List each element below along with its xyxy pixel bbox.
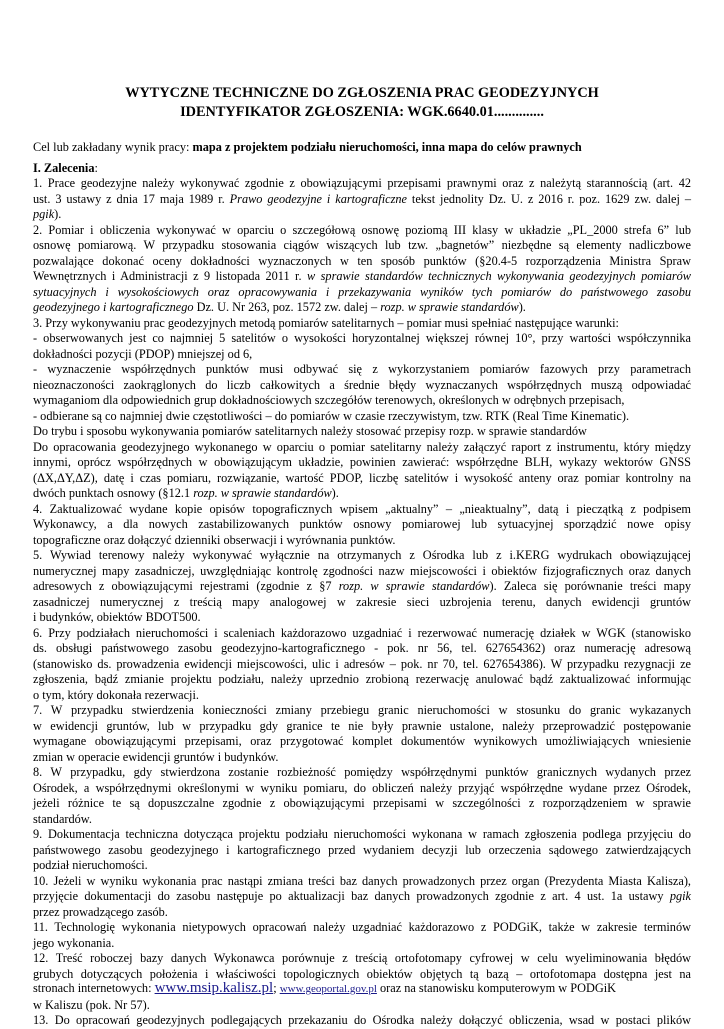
text-line: państwowego zasobu geodezyjnego i kartograficznego przed wydaniem decyzji lub orzeczenia sądowego zatwierdzających [33, 843, 691, 857]
work-goal-value: mapa z projektem podziału nieruchomości, inna mapa do celów prawnych [192, 140, 582, 154]
text-line: ds. obsługi państwowego zasobu geodezyjno-kartograficznego - pok. nr 56, tel. 627654362) oraz numerację adresową [33, 641, 691, 655]
text-line: geodezyjnego i kartograficznego Dz. U. Nr 263, poz. 1572 zw. dalej – rozp. w sprawie standardów). [33, 300, 526, 314]
section-heading [33, 161, 691, 177]
text-line: osnowę pomiarową. W przypadku stosowania ciągów wiszących lub tzw. „bagnetów” niezbędne są elementy nadliczbowe [33, 238, 691, 252]
section-heading-text: I. Zalecenia [33, 161, 95, 175]
text-line: 11. Technologię wykonania nietypowych opracowań należy uzgadniać każdorazowo z PODGiK, także w zakresie terminów [33, 920, 691, 934]
text-line: ust. 3 ustawy z dnia 17 maja 1989 r. Prawo geodezyjne i kartograficzne tekst jednolity Dz. U. z 2016 r. poz. 1629 zw. dalej – [33, 192, 691, 206]
text-line: 4. Zaktualizować wydane kopie opisów topograficznych wpisem „aktualny” – „nieaktualny”, datą i pieczątką z podpisem [33, 502, 691, 516]
text-line: Wewnętrznych i Administracji z 9 listopada 2011 r. w sprawie standardów technicznych wykonywania geodezyjnych pomiarów [33, 269, 691, 283]
text-line: 9. Dokumentacja techniczna dotycząca projektu podziału nieruchomości wykonana w ramach zgłoszenia podlega przyjęciu do [33, 827, 691, 841]
text-line: 12. Treść roboczej bazy danych Wykonawca porównuje z treścią ortofotomapy cyfrowej w celu wyeliminowania błędów [33, 951, 691, 965]
text-line: przez prowadzącego zasób. [33, 905, 168, 919]
text-line: 6. Przy podziałach nieruchomości i scaleniach każdorazowo uzgadniać i rezerwować numerację działek w WGK (stanowisko [33, 626, 691, 640]
text-line: stronach internetowych: www.msip.kalisz.pl; www.geoportal.gov.pl oraz na stanowisku komputerowym w PODGiK [33, 980, 617, 996]
work-goal [33, 140, 691, 156]
text-line: dwóch punktach osnowy (§12.1 rozp. w sprawie standardów). [33, 486, 339, 500]
text-line: 3. Przy wykonywaniu prac geodezyjnych metodą pomiarów satelitarnych – pomiar musi spełniać następujące warunki: [33, 316, 619, 330]
text-line: dokładności pozycji (PDOP) mniejszej od 6, [33, 347, 253, 361]
text-line: 10. Jeżeli w wyniku wykonania prac nastąpi zmiana treści baz danych prowadzonych przez organ (Prezydenta Miasta Kalisza), [33, 874, 691, 888]
text-line: - wyznaczenie współrzędnych punktów musi odbywać się z wykorzystaniem pomiarów fazowych przy parametrach [33, 362, 691, 376]
text-line: grubych dotyczących położenia i właściwości topologicznych obiektów objętych tą bazą – ortofotomapa dostępna jest na [33, 967, 691, 981]
text-line: - obserwowanych jest co najmniej 5 satelitów o wysokości horyzontalnej większej równej 10°, przy wartości współczynnika [33, 331, 691, 345]
geoportal-link[interactable]: www.geoportal.gov.pl [279, 983, 377, 995]
text-line: topograficzne oraz dołączyć dzienniki obserwacji i wyrównania punktów. [33, 533, 396, 547]
text-line: zmian w operacie ewidencji gruntów i budynków. [33, 750, 279, 764]
text-line: w Kaliszu (pok. Nr 57). [33, 998, 150, 1012]
text-line: zasadniczej numerycznej z treścią mapy analogowej w zakresie sieci uzbrojenia terenu, danych ewidencji gruntów [33, 595, 691, 609]
text-line: Wykonawcy, a dla nowych zastabilizowanych punktów osnowy pomiarowej lub sytuacyjnej sporządzić nowe opisy [33, 517, 691, 531]
document-title-line-1: WYTYCZNE TECHNICZNE DO ZGŁOSZENIA PRAC GEODEZYJNYCH [125, 85, 599, 101]
text-line: sytuacyjnych i wysokościowych oraz opracowywania i przekazywania wyników tych pomiarów do państwowego zasobu [33, 285, 691, 299]
text-line: 8. W przypadku, gdy stwierdzona zostanie rozbieżność pomiędzy współrzędnymi punktów granicznych wydanych przez [33, 765, 691, 779]
text-line: 5. Wywiad terenowy należy wykonywać wyłącznie na otrzymanych z Ośrodka lub z i.KERG wydrukach obowiązującej [33, 548, 691, 562]
text-line: przyjęcie dokumentacji do zasobu następuje po aktualizacji baz danych prowadzonych zgodnie z art. 4 ust. 1a ustawy pgik [33, 889, 691, 903]
text-line: (stanowisko ds. prowadzenia ewidencji miejscowości, ulic i adresów – pok. nr 70, tel. 627654386). W przypadku rezygnacji ze [33, 657, 691, 671]
work-goal-label: Cel lub zakładany wynik pracy: [33, 140, 193, 154]
text-line: 1. Prace geodezyjne należy wykonywać zgodnie z obowiązującymi przepisami prawnymi oraz z należytą starannością (art. 42 [33, 176, 691, 190]
text-line: 13. Do opracowań geodezyjnych podlegających przekazaniu do Ośrodka należy dołączyć obliczenia, wsad w postaci plików [33, 1013, 691, 1027]
text-line: pozwalające dokonać oceny dokładności wyznaczonych w ten sposób punktów (§20.4-5 rozporządzenia Ministra Spraw [33, 254, 691, 268]
text-line: w ewidencji gruntów, lub w przypadku gdy granice te nie były prawnie ustalone, należy przeprowadzić postępowanie [33, 719, 691, 733]
text-line: podział nieruchomości. [33, 858, 148, 872]
msip-kalisz-link[interactable]: www.msip.kalisz.pl [154, 980, 274, 996]
text-line: pgik). [33, 207, 62, 221]
text-line: 2. Pomiar i obliczenia wykonywać w oparciu o szczegółową osnowę poziomą III klasy w układzie „PL_2000 strefa 6” lub [33, 223, 691, 237]
text-line: wymagane obowiązującymi przepisami, oraz przygotować komplet dokumentów wynikowych umożliwiających wniesienie [33, 734, 691, 748]
section-heading-colon: : [94, 161, 98, 175]
text-line: (ΔX,ΔY,ΔZ), datę i czas pomiaru, rozwiązanie, wartość PDOP, liczbę satelitów i wysokość anteny oraz pomiar kontrolny na [33, 471, 691, 485]
text-line: i budynków, obiektów BDOT500. [33, 610, 201, 624]
text-line: Do opracowania geodezyjnego wykonanego w oparciu o pomiar satelitarny należy załączyć raport z instrumentu, który między [33, 440, 691, 454]
text-line: - odbierane są co najmniej dwie częstotliwości – do pomiarów w czasie rzeczywistym, tzw. RTK (Real Time Kinematic). [33, 409, 630, 423]
text-line: jego wykonania. [33, 936, 115, 950]
text-line: standardów. [33, 812, 92, 826]
text-line: zgłoszenia, bądź zmianie projektu podziału, należy uprzednio zrobioną rezerwację anulować bądź zaktualizować informując [33, 672, 691, 686]
text-line: Do trybu i sposobu wykonywania pomiarów satelitarnych należy stosować przepisy rozp. w sprawie standardów [33, 424, 587, 438]
text-line: nieoznaczoności zaokrąglonych do liczb całkowitych a średnie błędy wyznaczanych współrzędnych muszą odpowiadać [33, 378, 691, 392]
text-line: innymi, oprócz współrzędnych w obowiązującym układzie, powinien zawierać: współrzędne BLH, wykazy wektorów GNSS [33, 455, 691, 469]
text-line: adresowych z obowiązującymi rejestrami (zgodnie z §7 rozp. w sprawie standardów). Zaleca się porównanie treści mapy [33, 579, 692, 593]
document-title-line-2: IDENTYFIKATOR ZGŁOSZENIA: WGK.6640.01.............. [180, 104, 544, 120]
text-line: jeżeli różnice te są dopuszczalne zgodnie z obowiązującymi przepisami w szczególności z rozporządzeniem w sprawie [33, 796, 691, 810]
text-line: wymaganiom dla odpowiednich grup dokładnościowych szczegółów terenowych, określonych w odrębnych przepisach, [33, 393, 625, 407]
text-line: 7. W przypadku stwierdzenia konieczności zmiany przebiegu granic nieruchomości w stosunku do granic wykazanych [33, 703, 691, 717]
text-line: Ośrodek, a współrzędnymi określonymi w wyniku pomiaru, do obliczeń należy przyjąć współrzędne wydane przez Ośrodek, [33, 781, 691, 795]
text-line: o tym, który dokonała rezerwacji. [33, 688, 199, 702]
text-line: numerycznej mapy zasadniczej, uwzględniając kontrolę zgodności nazw miejscowości i obiektów fizjograficznych oraz danych [33, 564, 691, 578]
